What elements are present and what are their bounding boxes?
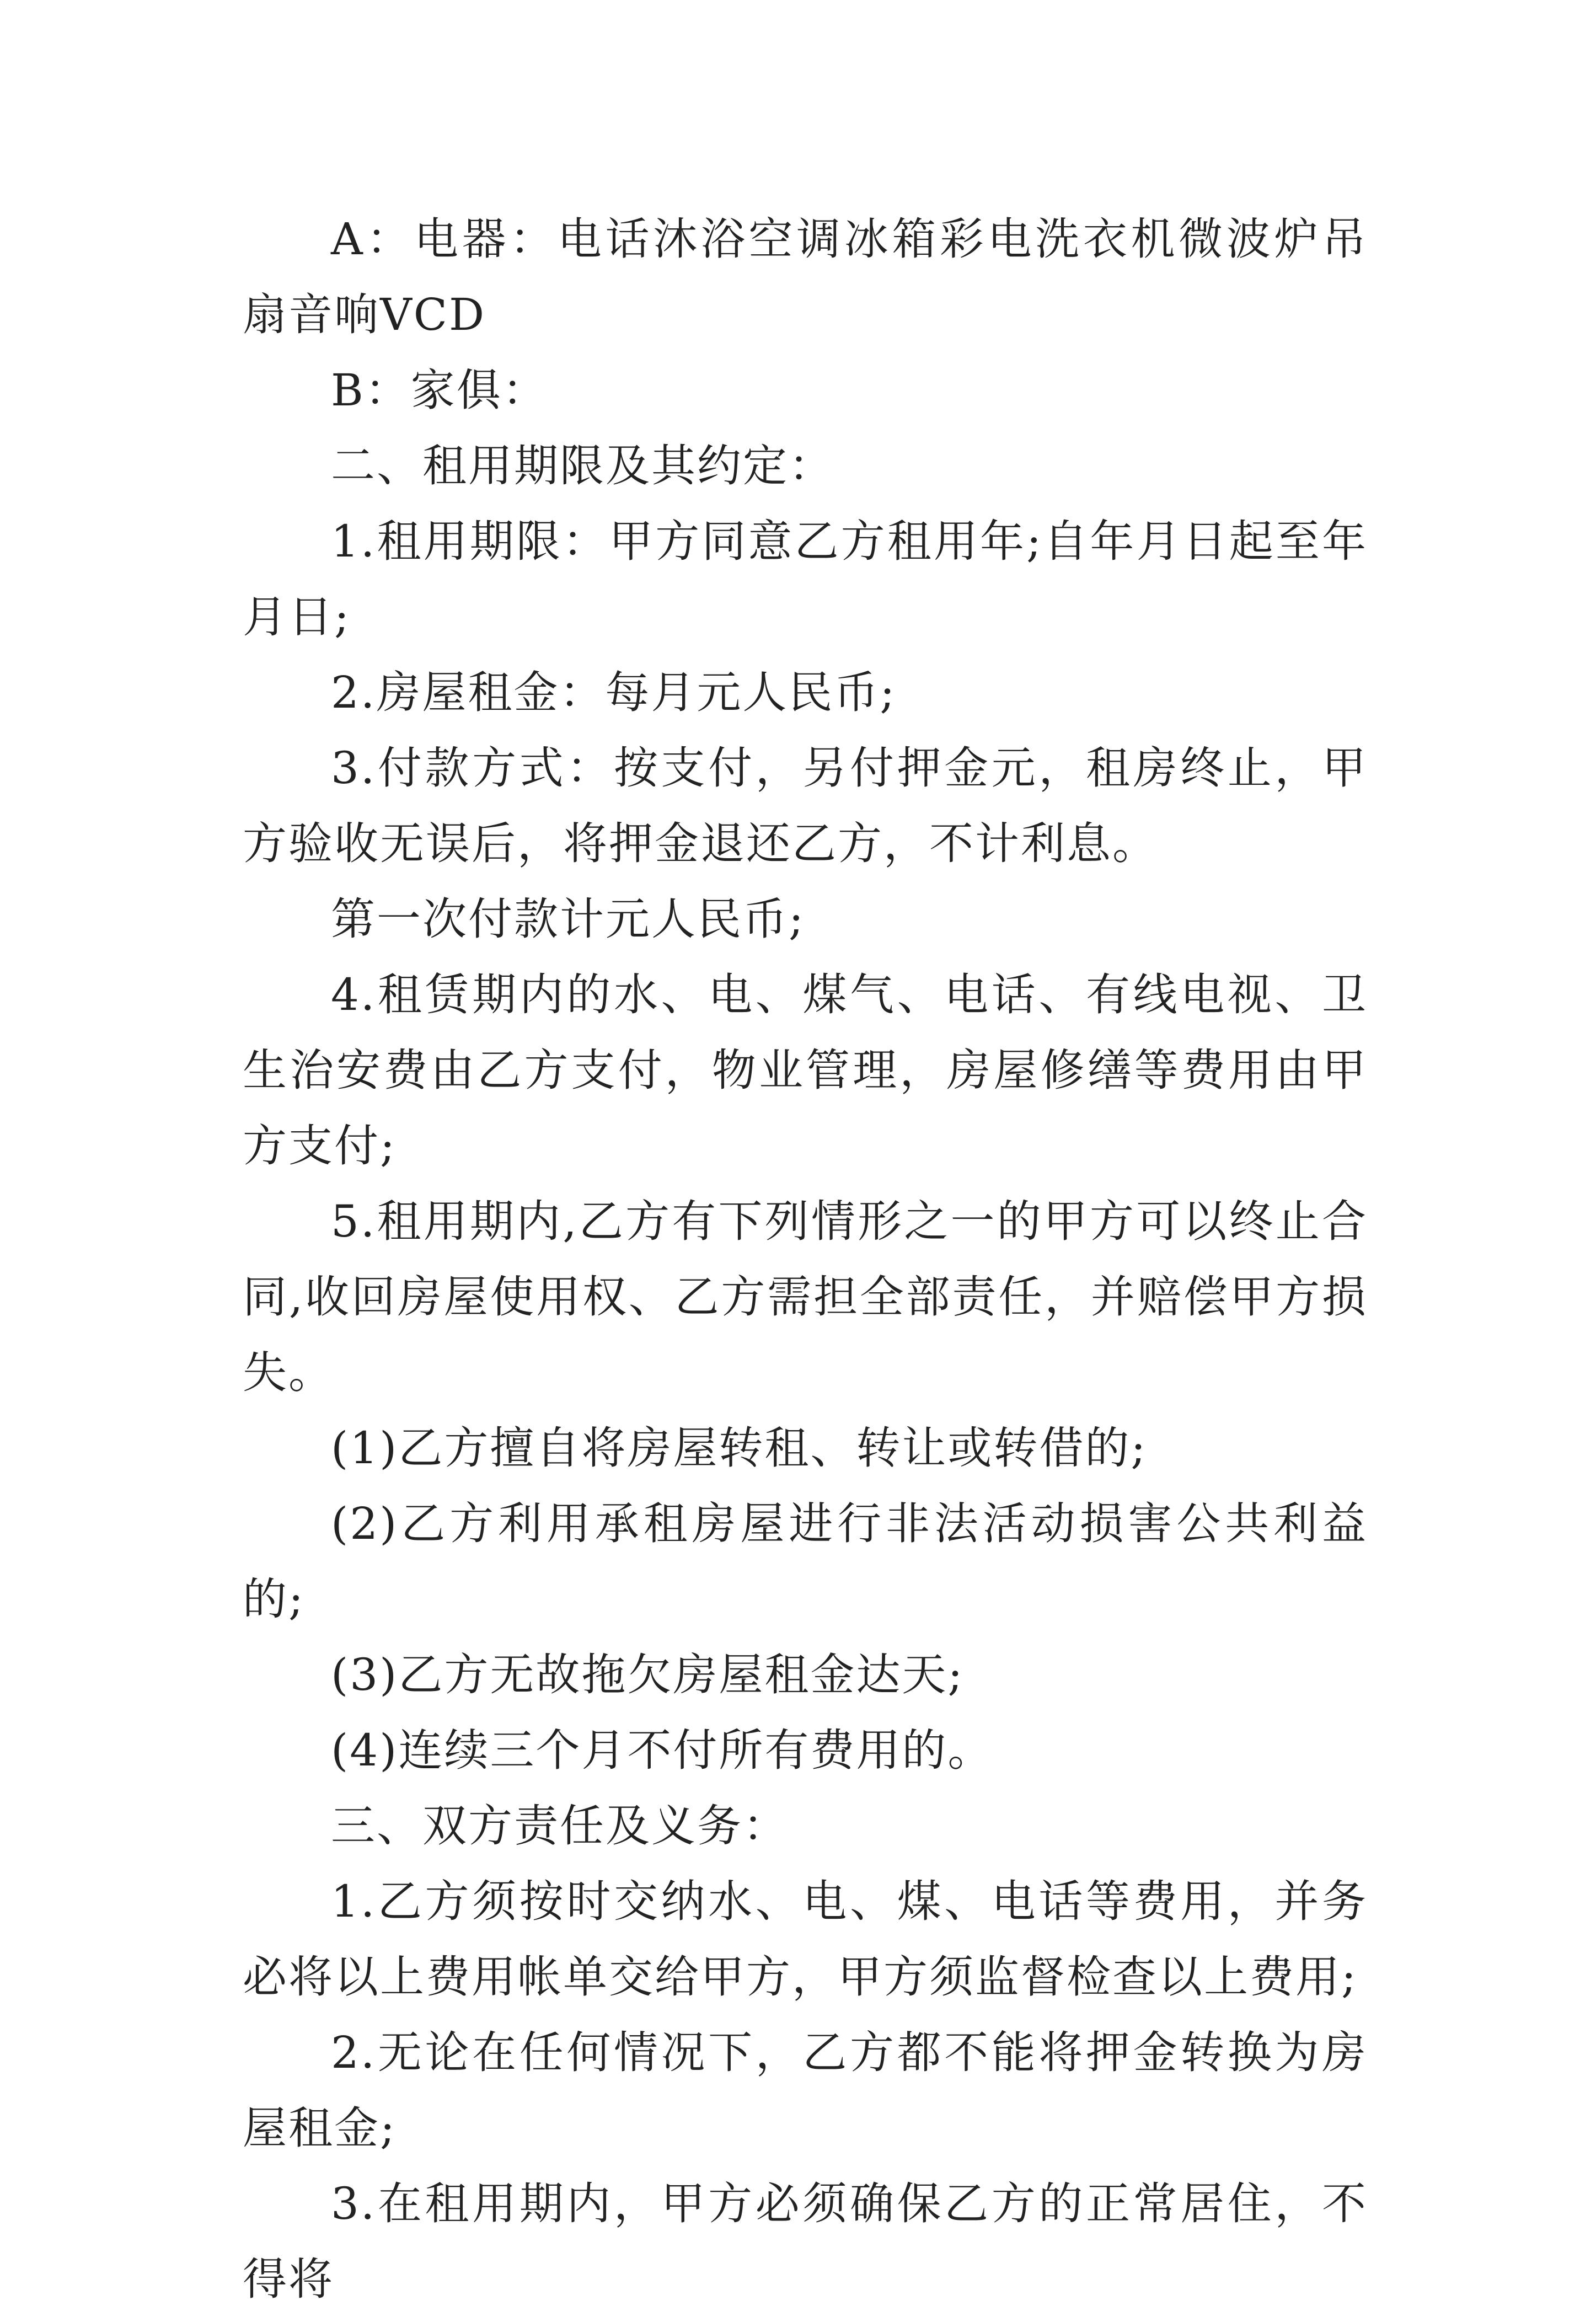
paragraph-termination-item-2: (2)乙方利用承租房屋进行非法活动损害公共利益的; <box>243 1498 1368 1625</box>
paragraph-furniture: B：家俱： <box>331 365 548 416</box>
paragraph-termination-item-4: (4)连续三个月不付所有费用的。 <box>331 1725 994 1776</box>
paragraph-utility-fees: 4.租赁期内的水、电、煤气、电话、有线电视、卫生治安费由乙方支付，物业管理，房屋修缮等费用由甲方支付; <box>243 969 1368 1171</box>
paragraph-rent: 2.房屋租金：每月元人民币; <box>331 667 897 718</box>
paragraph-lease-period: 1.租用期限：甲方同意乙方租用年;自年月日起至年月日; <box>243 516 1368 643</box>
paragraph-termination-item-3: (3)乙方无故拖欠房屋租金达天; <box>331 1649 965 1700</box>
paragraph-landlord-duty: 3.在租用期内，甲方必须确保乙方的正常居住，不得将 <box>243 2178 1368 2305</box>
paragraph-payment-method: 3.付款方式：按支付，另付押金元，租房终止，甲方验收无误后，将押金退还乙方，不计利息。 <box>243 742 1368 869</box>
paragraph-fee-payment: 1.乙方须按时交纳水、电、煤、电话等费用，并务必将以上费用帐单交给甲方，甲方须监督检查以上费用; <box>243 1876 1368 2003</box>
paragraph-termination-item-1: (1)乙方擅自将房屋转租、转让或转借的; <box>331 1422 1148 1474</box>
paragraph-termination: 5.租用期内,乙方有下列情形之一的甲方可以终止合同,收回房屋使用权、乙方需担全部责任，并赔偿甲方损失。 <box>243 1196 1368 1398</box>
paragraph-deposit-rule: 2.无论在任何情况下，乙方都不能将押金转换为房屋租金; <box>243 2027 1368 2154</box>
paragraph-appliances: A：电器：电话沐浴空调冰箱彩电洗衣机微波炉吊扇音响VCD <box>243 213 1368 340</box>
document-body <box>243 201 1368 2317</box>
section-heading-responsibilities: 三、双方责任及义务： <box>331 1800 789 1852</box>
paragraph-first-payment: 第一次付款计元人民币; <box>331 893 805 945</box>
section-heading-lease-term: 二、租用期限及其约定： <box>331 440 834 491</box>
